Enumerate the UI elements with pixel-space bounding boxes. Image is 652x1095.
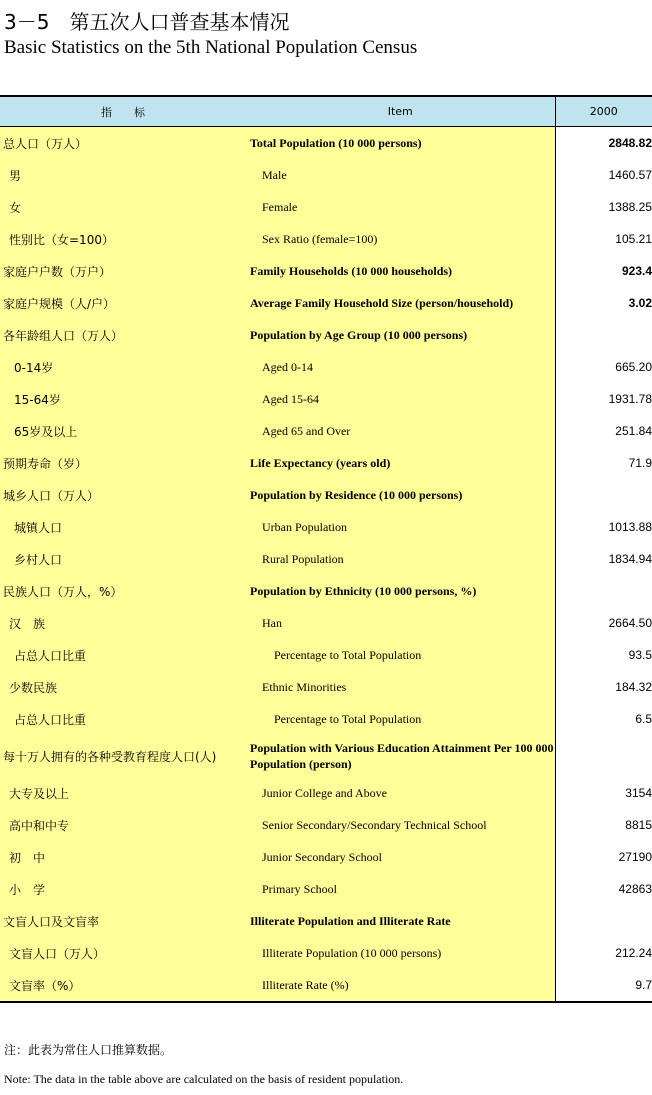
row-value: 71.9 <box>555 447 652 479</box>
row-value: 665.20 <box>555 351 652 383</box>
row-value: 1460.57 <box>555 159 652 191</box>
table-row <box>0 639 652 671</box>
table-row <box>0 607 652 639</box>
table-row <box>0 809 652 841</box>
row-label-cn: 65岁及以上 <box>0 415 246 447</box>
row-label-en: Sex Ratio (female=100) <box>246 223 555 255</box>
row-label-en: Illiterate Population (10 000 persons) <box>246 937 555 969</box>
table-row <box>0 735 652 777</box>
row-value <box>555 319 652 351</box>
table-row <box>0 255 652 287</box>
row-value: 212.24 <box>555 937 652 969</box>
row-label-en: Population by Ethnicity (10 000 persons, %) <box>246 575 555 607</box>
table-row <box>0 543 652 575</box>
table-row <box>0 969 652 1002</box>
row-value: 93.5 <box>555 639 652 671</box>
table-row <box>0 575 652 607</box>
row-label-cn: 各年龄组人口（万人） <box>0 319 246 351</box>
row-value: 251.84 <box>555 415 652 447</box>
row-label-en: Average Family Household Size (person/household) <box>246 287 555 319</box>
row-label-en: Population by Age Group (10 000 persons) <box>246 319 555 351</box>
row-label-en: Percentage to Total Population <box>246 703 555 735</box>
row-label-cn: 初 中 <box>0 841 246 873</box>
row-label-cn: 汉 族 <box>0 607 246 639</box>
row-value: 3154 <box>555 777 652 809</box>
table-row <box>0 671 652 703</box>
footnote-en: Note: The data in the table above are calculated on the basis of resident population. <box>4 1072 404 1086</box>
row-value: 1013.88 <box>555 511 652 543</box>
table-row <box>0 479 652 511</box>
row-label-cn: 性别比（女=100） <box>0 223 246 255</box>
row-label-en: Illiterate Rate (%) <box>246 969 555 1002</box>
table-row <box>0 905 652 937</box>
table-row <box>0 383 652 415</box>
row-label-en: Life Expectancy (years old) <box>246 447 555 479</box>
table-row <box>0 447 652 479</box>
row-label-cn: 占总人口比重 <box>0 703 246 735</box>
table-row <box>0 127 652 160</box>
row-label-en: Urban Population <box>246 511 555 543</box>
row-value: 3.02 <box>555 287 652 319</box>
row-value: 1388.25 <box>555 191 652 223</box>
header-item-en: Item <box>246 96 555 127</box>
row-label-en: Population by Residence (10 000 persons) <box>246 479 555 511</box>
row-value: 9.7 <box>555 969 652 1002</box>
row-value: 2848.82 <box>555 127 652 160</box>
row-label-en: Junior College and Above <box>246 777 555 809</box>
row-label-en: Junior Secondary School <box>246 841 555 873</box>
row-value: 27190 <box>555 841 652 873</box>
table-row <box>0 415 652 447</box>
row-label-cn: 城镇人口 <box>0 511 246 543</box>
header-indicator-cn: 指 标 <box>0 96 246 127</box>
row-value <box>555 905 652 937</box>
table-body <box>0 127 652 1003</box>
row-label-cn: 每十万人拥有的各种受教育程度人口(人) <box>0 735 246 777</box>
row-value: 42863 <box>555 873 652 905</box>
row-label-en: Senior Secondary/Secondary Technical School <box>246 809 555 841</box>
table-row <box>0 841 652 873</box>
page-title-cn: 3－5 第五次人口普查基本情况 <box>4 10 290 34</box>
row-label-cn: 总人口（万人） <box>0 127 246 160</box>
table-row <box>0 873 652 905</box>
row-value: 6.5 <box>555 703 652 735</box>
row-label-cn: 占总人口比重 <box>0 639 246 671</box>
row-value: 923.4 <box>555 255 652 287</box>
table-header-row <box>0 96 652 127</box>
row-label-en: Population with Various Education Attainment Per 100 000 Population (person) <box>246 735 555 777</box>
row-label-en: Illiterate Population and Illiterate Rate <box>246 905 555 937</box>
table-row <box>0 319 652 351</box>
row-label-cn: 预期寿命（岁） <box>0 447 246 479</box>
row-value: 8815 <box>555 809 652 841</box>
row-label-en: Aged 65 and Over <box>246 415 555 447</box>
row-label-en: Primary School <box>246 873 555 905</box>
row-label-cn: 大专及以上 <box>0 777 246 809</box>
row-label-cn: 民族人口（万人，%） <box>0 575 246 607</box>
table-row <box>0 937 652 969</box>
table-row <box>0 703 652 735</box>
row-label-cn: 乡村人口 <box>0 543 246 575</box>
row-value: 2664.50 <box>555 607 652 639</box>
row-label-cn: 小 学 <box>0 873 246 905</box>
table-row <box>0 191 652 223</box>
row-label-en: Total Population (10 000 persons) <box>246 127 555 160</box>
table-row <box>0 777 652 809</box>
row-value <box>555 479 652 511</box>
row-label-cn: 15-64岁 <box>0 383 246 415</box>
row-label-en: Aged 0-14 <box>246 351 555 383</box>
row-label-en: Aged 15-64 <box>246 383 555 415</box>
row-label-cn: 0-14岁 <box>0 351 246 383</box>
row-value <box>555 575 652 607</box>
row-label-en: Ethnic Minorities <box>246 671 555 703</box>
row-value: 105.21 <box>555 223 652 255</box>
row-label-cn: 文盲率（%） <box>0 969 246 1002</box>
row-label-cn: 女 <box>0 191 246 223</box>
header-year: 2000 <box>555 96 652 127</box>
row-label-en: Rural Population <box>246 543 555 575</box>
row-value: 1834.94 <box>555 543 652 575</box>
row-label-cn: 城乡人口（万人） <box>0 479 246 511</box>
table-row <box>0 351 652 383</box>
row-label-en: Male <box>246 159 555 191</box>
row-label-cn: 文盲人口（万人） <box>0 937 246 969</box>
row-label-en: Family Households (10 000 households) <box>246 255 555 287</box>
page-title-en: Basic Statistics on the 5th National Population Census <box>4 37 418 58</box>
row-label-cn: 文盲人口及文盲率 <box>0 905 246 937</box>
table-row <box>0 511 652 543</box>
row-label-en: Female <box>246 191 555 223</box>
row-label-cn: 少数民族 <box>0 671 246 703</box>
row-label-en: Percentage to Total Population <box>246 639 555 671</box>
row-value <box>555 735 652 777</box>
row-value: 184.32 <box>555 671 652 703</box>
table-row <box>0 159 652 191</box>
table-row <box>0 223 652 255</box>
row-label-cn: 家庭户规模（人/户） <box>0 287 246 319</box>
census-table <box>0 95 652 1003</box>
row-label-cn: 家庭户户数（万户） <box>0 255 246 287</box>
footnote-cn: 注：此表为常住人口推算数据。 <box>4 1043 173 1057</box>
row-label-cn: 男 <box>0 159 246 191</box>
row-label-cn: 高中和中专 <box>0 809 246 841</box>
table-row <box>0 287 652 319</box>
row-label-en: Han <box>246 607 555 639</box>
row-value: 1931.78 <box>555 383 652 415</box>
